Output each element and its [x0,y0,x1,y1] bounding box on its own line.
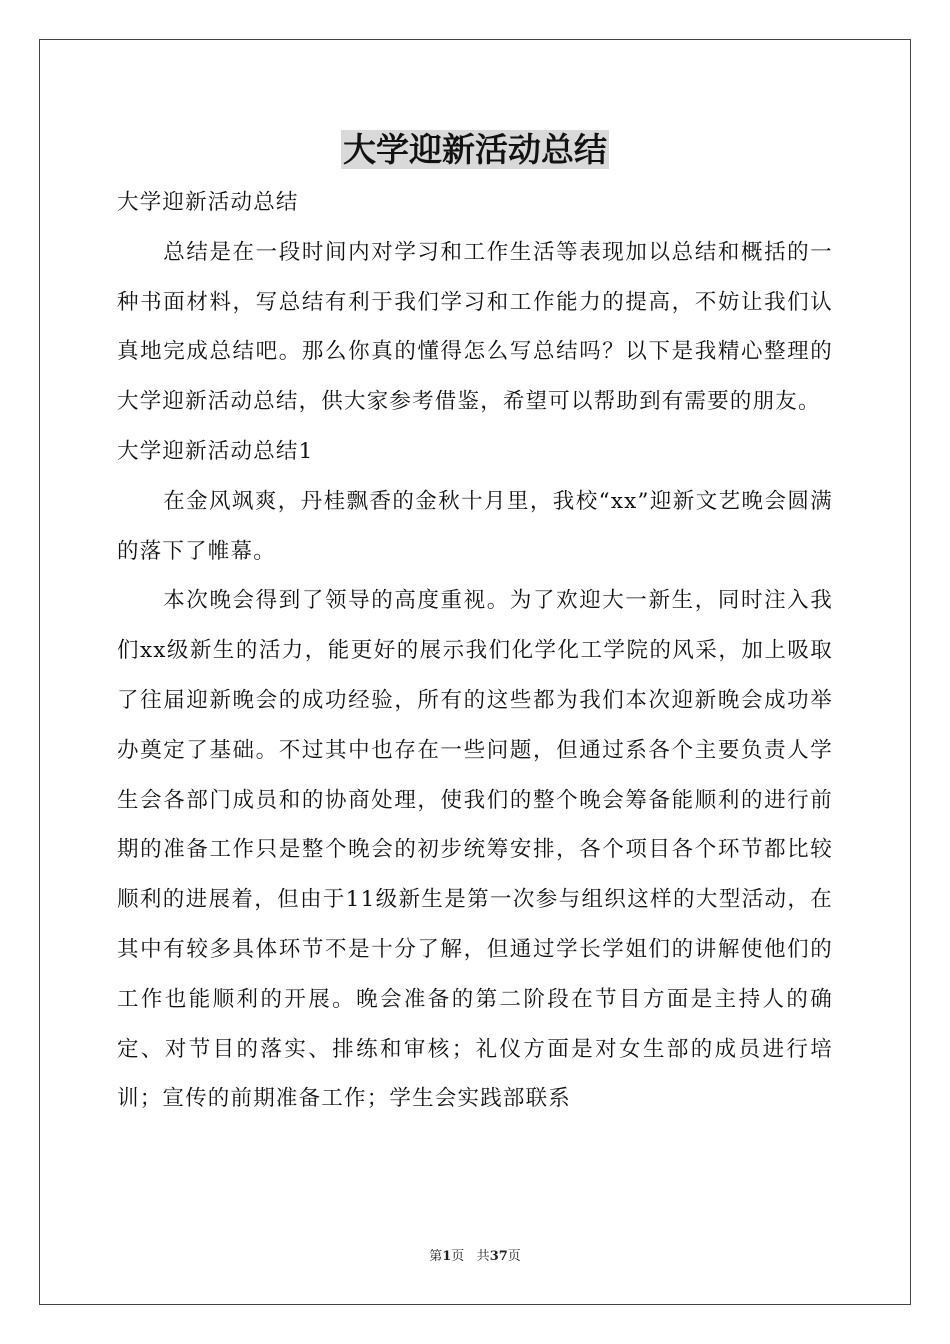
section-heading: 大学迎新活动总结 [117,190,299,215]
body-paragraph: 本次晚会得到了领导的高度重视。为了欢迎大一新生，同时注入我们xx级新生的活力，能更好的展示我们化学化工学院的风采，加上吸取了往届迎新晚会的成功经验，所有的这些都为我们本次迎新晚会成功举办奠定了基础。不过其中也存在一些问题，但通过系各个主要负责人学生会各部门成员和的协商处理，使我们的整个晚会筹备能顺利的进行前期的准备工作只是整个晚会的初步统筹安排，各个项目各个环节都比较顺利的进展着，但由于11级新生是第一次参与组织这样的大型活动，在其中有较多具体环节不是十分了解，但通过学长学姐们的讲解使他们的工作也能顺利的开展。晚会准备的第二阶段在节目方面是主持人的确定、对节目的落实、排练和审核；礼仪方面是对女生部的成员进行培训；宣传的前期准备工作；学生会实践部联系 [117,588,833,1112]
page-number: 1 [442,1249,452,1264]
page-prefix: 第 [429,1249,443,1264]
document-title-text: 大学迎新活动总结 [343,130,607,169]
total-prefix: 共 [476,1249,490,1264]
total-suffix: 页 [507,1249,521,1264]
body-paragraph: 在金风飒爽，丹桂飘香的金秋十月里，我校“xx”迎新文艺晚会圆满的落下了帷幕。 [117,488,833,564]
total-pages: 37 [489,1249,508,1264]
page-footer [0,1248,950,1266]
document-body [117,178,833,1124]
body-paragraph: 总结是在一段时间内对学习和工作生活等表现加以总结和概括的一种书面材料，写总结有利于我们学习和工作能力的提高，不妨让我们认真地完成总结吧。那么你真的懂得怎么写总结吗？以下是我精心整理的大学迎新活动总结，供大家参考借鉴，希望可以帮助到有需要的朋友。 [117,239,833,415]
page-suffix: 页 [451,1249,465,1264]
document-title [0,128,950,172]
section-heading: 大学迎新活动总结1 [117,438,314,464]
